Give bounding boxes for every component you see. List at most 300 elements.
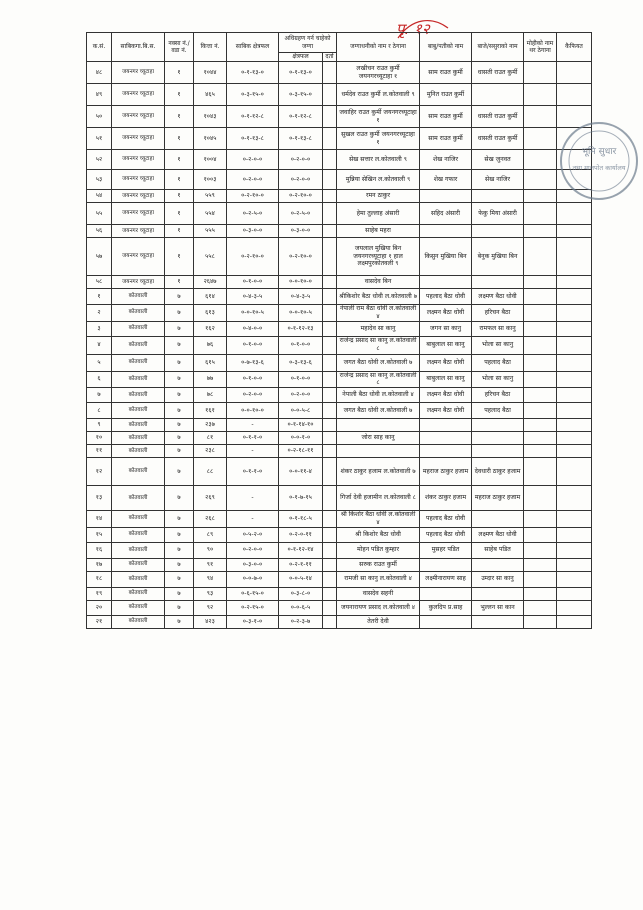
row-plot: २६८ <box>194 511 227 528</box>
row-sn: ९ <box>87 419 112 432</box>
row-tenant <box>524 354 557 371</box>
row-acquire-area: ०-२-१८-११ <box>279 445 323 458</box>
row-grandfather: धासती राउत कुर्मी <box>472 128 524 150</box>
row-acquire-area: ०-४-३-५ <box>279 289 323 305</box>
row-vdc: जयनगर च्यूटाहा <box>112 170 165 190</box>
row-sn: १७ <box>87 558 112 571</box>
row-grandfather <box>472 587 524 600</box>
row-rate <box>323 486 337 511</box>
row-rate <box>323 542 337 558</box>
row-plot: ६१३ <box>194 305 227 322</box>
row-area: ०-१-१३-० <box>227 62 279 84</box>
row-area: - <box>227 486 279 511</box>
row-remarks <box>557 403 592 419</box>
row-father: बाबुलाल सा कानु <box>420 336 472 354</box>
row-sn: १२ <box>87 458 112 486</box>
row-grandfather <box>472 276 524 289</box>
row-sn: ५८ <box>87 276 112 289</box>
table-row <box>87 321 592 336</box>
row-plot: ५५५ <box>194 225 227 238</box>
row-rate <box>323 354 337 371</box>
row-ward: ७ <box>165 558 194 571</box>
row-tenant <box>524 388 557 403</box>
row-grandfather: सेख जुनवत <box>472 150 524 170</box>
row-rate <box>323 190 337 203</box>
row-area: ०-०-७-० <box>227 571 279 587</box>
row-ward: १ <box>165 106 194 128</box>
row-owner: महादेव सा कानु <box>337 321 420 336</box>
row-father <box>420 445 472 458</box>
row-vdc: कोतवाली <box>112 600 165 615</box>
row-vdc: कोतवाली <box>112 558 165 571</box>
row-acquire-area: ०-२-०-० <box>279 388 323 403</box>
table-row <box>87 486 592 511</box>
row-plot: ५५४ <box>194 203 227 225</box>
row-vdc: कोतवाली <box>112 289 165 305</box>
row-grandfather <box>472 419 524 432</box>
row-rate <box>323 150 337 170</box>
row-grandfather: हरिचन बैठा <box>472 305 524 322</box>
table-row <box>87 225 592 238</box>
row-acquire-area: ०-१-१२-८ <box>279 106 323 128</box>
row-ward: १ <box>165 238 194 276</box>
row-tenant <box>524 203 557 225</box>
row-father <box>420 558 472 571</box>
row-ward: १ <box>165 150 194 170</box>
row-area: ०-१-०-० <box>227 276 279 289</box>
row-area: ०-६-१५-० <box>227 587 279 600</box>
row-area: ०-३-१५-० <box>227 84 279 106</box>
row-sn: ५६ <box>87 225 112 238</box>
row-grandfather: उम्दार सा कानु <box>472 571 524 587</box>
row-tenant <box>524 84 557 106</box>
table-row <box>87 587 592 600</box>
row-area: ०-१-०-० <box>227 371 279 388</box>
row-ward: १ <box>165 84 194 106</box>
row-owner <box>337 419 420 432</box>
row-vdc: जयनगर च्यूटाहा <box>112 62 165 84</box>
row-vdc: कोतवाली <box>112 354 165 371</box>
row-area: ०-४-३-५ <box>227 289 279 305</box>
row-sn: ११ <box>87 445 112 458</box>
row-remarks <box>557 600 592 615</box>
row-rate <box>323 336 337 354</box>
col-owner: जग्गाधनीको नाम र ठेगाना <box>337 33 420 62</box>
row-acquire-area: ०-०-६-५ <box>279 600 323 615</box>
annotation-text: पृ. १२ <box>396 20 430 38</box>
row-plot: १०४४ <box>194 62 227 84</box>
row-remarks <box>557 354 592 371</box>
row-ward: ७ <box>165 615 194 628</box>
col-father: बाबु/पतीको नाम <box>420 33 472 62</box>
row-father <box>420 276 472 289</box>
row-sn: १३ <box>87 486 112 511</box>
col-remarks: कैफियत <box>557 33 592 62</box>
row-grandfather: पहलाद बैठा <box>472 354 524 371</box>
row-acquire-area: ०-३-१३-६ <box>279 354 323 371</box>
table-row <box>87 403 592 419</box>
row-vdc: कोतवाली <box>112 445 165 458</box>
row-sn: ५७ <box>87 238 112 276</box>
row-tenant <box>524 305 557 322</box>
row-tenant <box>524 542 557 558</box>
row-owner: जगत बैठा धोवी ल.कोतवाली ७ <box>337 403 420 419</box>
row-vdc: कोतवाली <box>112 458 165 486</box>
row-sn: १६ <box>87 542 112 558</box>
row-plot: ७६ <box>194 336 227 354</box>
row-area: ०-२-१५-० <box>227 600 279 615</box>
table-row <box>87 128 592 150</box>
row-acquire-area: ०-१-१३-० <box>279 62 323 84</box>
row-remarks <box>557 587 592 600</box>
row-grandfather: पहलाद बैठा <box>472 403 524 419</box>
row-owner: गिर्जा देवी हजामीन ल.कोतवाली ८ <box>337 486 420 511</box>
row-vdc: कोतवाली <box>112 527 165 542</box>
row-ward: ७ <box>165 587 194 600</box>
row-father: महराज ठाकुर हजाम <box>420 458 472 486</box>
row-grandfather: महराज ठाकुर हजाम <box>472 486 524 511</box>
row-owner: वासदेव बिन <box>337 276 420 289</box>
row-rate <box>323 276 337 289</box>
row-rate <box>323 571 337 587</box>
row-tenant <box>524 615 557 628</box>
row-sn: १९ <box>87 587 112 600</box>
row-area: ०-०-१०-० <box>227 403 279 419</box>
row-owner: सेख सत्तार ल.कोतवाली ९ <box>337 150 420 170</box>
row-plot: ४२३ <box>194 615 227 628</box>
row-acquire-area: ०-१-१४-१० <box>279 419 323 432</box>
table-row <box>87 84 592 106</box>
row-remarks <box>557 571 592 587</box>
row-father: पहलाद बैठा धोवी <box>420 511 472 528</box>
row-owner: श्री किशोर बैठा धोवी <box>337 527 420 542</box>
row-plot: ७७ <box>194 371 227 388</box>
row-plot: ९३ <box>194 587 227 600</box>
row-tenant <box>524 587 557 600</box>
row-vdc: जयनगर च्यूटाहा <box>112 276 165 289</box>
row-grandfather: हरिचन बैठा <box>472 388 524 403</box>
row-remarks <box>557 62 592 84</box>
col-plot: कित्ता नं. <box>194 33 227 62</box>
row-ward: ७ <box>165 419 194 432</box>
row-rate <box>323 458 337 486</box>
row-rate <box>323 403 337 419</box>
row-sn: १० <box>87 432 112 445</box>
row-ward: ७ <box>165 458 194 486</box>
row-acquire-area: ०-०-५-८ <box>279 403 323 419</box>
table-row <box>87 558 592 571</box>
row-rate <box>323 106 337 128</box>
row-tenant <box>524 128 557 150</box>
col-tenant: मोहीको नाम थर ठेगाना <box>524 33 557 62</box>
row-remarks <box>557 445 592 458</box>
row-ward: ७ <box>165 371 194 388</box>
row-grandfather: फेकु मिया अंसारी <box>472 203 524 225</box>
row-father: सहिद अंसारी <box>420 203 472 225</box>
row-acquire-area: ०-०-१०-० <box>279 276 323 289</box>
row-grandfather: रामफल सा कानु <box>472 321 524 336</box>
row-grandfather <box>472 225 524 238</box>
row-sn: ५४ <box>87 190 112 203</box>
row-rate <box>323 203 337 225</box>
row-remarks <box>557 388 592 403</box>
row-tenant <box>524 511 557 528</box>
row-remarks <box>557 276 592 289</box>
table-row <box>87 458 592 486</box>
row-grandfather: बेनुक मुखिया बिन <box>472 238 524 276</box>
row-acquire-area: ०-१-०-० <box>279 371 323 388</box>
row-vdc: जयनगर च्यूटाहा <box>112 225 165 238</box>
row-grandfather <box>472 615 524 628</box>
row-rate <box>323 225 337 238</box>
col-encroach-area: क्षेत्रफल <box>279 53 323 62</box>
row-father: जगन सा कानु <box>420 321 472 336</box>
row-ward: ७ <box>165 600 194 615</box>
row-area: ०-४-०-० <box>227 321 279 336</box>
stamp-line2: तथा मालपोत कार्यालय <box>572 164 626 172</box>
row-sn: ४९ <box>87 84 112 106</box>
row-grandfather: साहेब पडित <box>472 542 524 558</box>
row-plot: १०४५ <box>194 128 227 150</box>
row-owner: राजेन्द्र प्रसाद सा कानु ल.कोतवाली ८ <box>337 336 420 354</box>
row-vdc: जयनगर च्यूटाहा <box>112 150 165 170</box>
row-plot: ९१ <box>194 558 227 571</box>
row-owner: सरुक राउत कुर्मी <box>337 558 420 571</box>
row-acquire-area: ०-२-५-० <box>279 203 323 225</box>
row-ward: ७ <box>165 571 194 587</box>
row-sn: १८ <box>87 571 112 587</box>
row-tenant <box>524 289 557 305</box>
row-sn: ८ <box>87 403 112 419</box>
row-rate <box>323 527 337 542</box>
row-remarks <box>557 321 592 336</box>
row-owner: जयनारायण प्रसाद ल.कोतवाली ४ <box>337 600 420 615</box>
row-plot: ९० <box>194 542 227 558</box>
row-acquire-area: ०-२-३-७ <box>279 615 323 628</box>
row-plot: २३८ <box>194 445 227 458</box>
row-owner: जगत बैठा धोवी ल.कोतवाली ७ <box>337 354 420 371</box>
row-owner: श्रीकिशोर बैठा धोवी ल.कोतवाली ७ <box>337 289 420 305</box>
row-grandfather: धासती राउत कुर्मी <box>472 106 524 128</box>
table-row <box>87 527 592 542</box>
row-tenant <box>524 62 557 84</box>
row-sn: २ <box>87 305 112 322</box>
row-sn: ३ <box>87 321 112 336</box>
row-rate <box>323 615 337 628</box>
row-vdc: जयनगर च्यूटाहा <box>112 106 165 128</box>
row-vdc: जयनगर च्यूटाहा <box>112 238 165 276</box>
row-acquire-area: ०-१-०-० <box>279 336 323 354</box>
land-register-table <box>86 32 592 629</box>
row-sn: ६ <box>87 371 112 388</box>
row-tenant <box>524 600 557 615</box>
row-area: ०-३-१-० <box>227 615 279 628</box>
row-tenant <box>524 106 557 128</box>
table-header <box>87 33 592 62</box>
row-tenant <box>524 150 557 170</box>
row-father: साम राउत कुर्मी <box>420 128 472 150</box>
row-sn: ५ <box>87 354 112 371</box>
row-ward: ७ <box>165 388 194 403</box>
row-ward: ७ <box>165 321 194 336</box>
row-remarks <box>557 238 592 276</box>
row-owner: नेपाली राम बैठा धोवी ल.कोतवाली ४ <box>337 305 420 322</box>
row-owner: मोहन पडित कुम्हार <box>337 542 420 558</box>
row-sn: ४ <box>87 336 112 354</box>
row-tenant <box>524 238 557 276</box>
row-area: ०-२-१०-० <box>227 190 279 203</box>
row-vdc: जयनगर च्यूटाहा <box>112 190 165 203</box>
row-ward: ७ <box>165 527 194 542</box>
row-acquire-area: ०-३-८-० <box>279 587 323 600</box>
row-vdc: कोतवाली <box>112 432 165 445</box>
row-acquire-area: ०-२-०-११ <box>279 527 323 542</box>
row-area: ०-१-१३-८ <box>227 128 279 150</box>
row-area: ०-१-१२-८ <box>227 106 279 128</box>
row-ward: ७ <box>165 486 194 511</box>
row-area: ०-२-०-० <box>227 170 279 190</box>
row-grandfather: भोला सा कानु <box>472 336 524 354</box>
row-father: मुनित राउत कुर्मी <box>420 84 472 106</box>
row-vdc: कोतवाली <box>112 305 165 322</box>
row-owner: हेमा तुल्लाह अंसारी <box>337 203 420 225</box>
row-area: - <box>227 511 279 528</box>
row-grandfather: भुल्लन सा कान <box>472 600 524 615</box>
table-row <box>87 170 592 190</box>
row-father: लक्ष्मन बैठा धोवी <box>420 388 472 403</box>
row-remarks <box>557 203 592 225</box>
row-father: लक्ष्मीनारायण साह <box>420 571 472 587</box>
row-rate <box>323 371 337 388</box>
row-rate <box>323 289 337 305</box>
table-row <box>87 289 592 305</box>
row-plot: २६४७ <box>194 276 227 289</box>
row-grandfather <box>472 190 524 203</box>
row-plot: ६१५ <box>194 354 227 371</box>
row-ward: ७ <box>165 542 194 558</box>
row-vdc: कोतवाली <box>112 388 165 403</box>
row-rate <box>323 128 337 150</box>
row-tenant <box>524 486 557 511</box>
row-area: ०-३-०-० <box>227 558 279 571</box>
table-row <box>87 432 592 445</box>
table-row <box>87 354 592 371</box>
row-father: साम राउत कुर्मी <box>420 62 472 84</box>
row-father: पहलाद बैठा धोवी <box>420 289 472 305</box>
row-plot: ८९ <box>194 527 227 542</box>
row-vdc: कोतवाली <box>112 486 165 511</box>
row-father <box>420 190 472 203</box>
row-rate <box>323 419 337 432</box>
row-remarks <box>557 542 592 558</box>
row-father: शंकर ठाकुर हजाम <box>420 486 472 511</box>
row-tenant <box>524 170 557 190</box>
row-father: कुलदिप प्र.साह <box>420 600 472 615</box>
row-rate <box>323 600 337 615</box>
row-acquire-area: ०-०-१०-५ <box>279 305 323 322</box>
row-sn: १ <box>87 289 112 305</box>
row-vdc: कोतवाली <box>112 571 165 587</box>
row-remarks <box>557 371 592 388</box>
row-ward: १ <box>165 276 194 289</box>
row-remarks <box>557 305 592 322</box>
table-row <box>87 445 592 458</box>
row-plot: १६१ <box>194 403 227 419</box>
col-grandfather: बाजे/ससुराको नाम <box>472 33 524 62</box>
row-grandfather <box>472 445 524 458</box>
row-father <box>420 615 472 628</box>
row-grandfather <box>472 432 524 445</box>
row-father <box>420 432 472 445</box>
row-plot: ९२ <box>194 600 227 615</box>
row-rate <box>323 388 337 403</box>
row-vdc: कोतवाली <box>112 403 165 419</box>
row-father: शेख नाजिर <box>420 150 472 170</box>
row-father <box>420 419 472 432</box>
table-row <box>87 336 592 354</box>
row-sn: ५५ <box>87 203 112 225</box>
row-plot: ८८ <box>194 458 227 486</box>
row-owner: रामजी सा कानु ल.कोतवाली ४ <box>337 571 420 587</box>
row-ward: ७ <box>165 305 194 322</box>
row-vdc: कोतवाली <box>112 371 165 388</box>
row-tenant <box>524 225 557 238</box>
row-ward: १ <box>165 62 194 84</box>
row-acquire-area: ०-१-१२-१४ <box>279 542 323 558</box>
table-row <box>87 62 592 84</box>
row-grandfather: लक्ष्मण बैठा धोवी <box>472 527 524 542</box>
row-remarks <box>557 225 592 238</box>
row-area: - <box>227 419 279 432</box>
col-encroach-rate: दर्ता <box>323 53 337 62</box>
stamp-line1: भूमि सुधार <box>581 147 617 157</box>
row-ward: १ <box>165 190 194 203</box>
row-plot: ४६५ <box>194 84 227 106</box>
row-acquire-area: ०-२-०-० <box>279 170 323 190</box>
row-tenant <box>524 336 557 354</box>
row-tenant <box>524 432 557 445</box>
row-sn: ५१ <box>87 128 112 150</box>
table-row <box>87 190 592 203</box>
row-plot: १६२ <box>194 321 227 336</box>
row-acquire-area: ०-०-५-१४ <box>279 571 323 587</box>
table-row <box>87 305 592 322</box>
row-area: ०-१-१-० <box>227 458 279 486</box>
row-tenant <box>524 558 557 571</box>
row-remarks <box>557 527 592 542</box>
col-map-sheet: नक्सा नं./ वडा नं. <box>165 33 194 62</box>
row-owner: जवाहिर राउत कुर्मी जयनगरच्यूटाहा १ <box>337 106 420 128</box>
row-vdc: जयनगर च्यूटाहा <box>112 128 165 150</box>
row-vdc: कोतवाली <box>112 511 165 528</box>
row-area: ०-२-०-० <box>227 542 279 558</box>
row-area: ०-७-१३-६ <box>227 354 279 371</box>
row-owner: शंकर ठाकुर हजाम ल.कोतवाली ७ <box>337 458 420 486</box>
row-remarks <box>557 432 592 445</box>
row-vdc: कोतवाली <box>112 419 165 432</box>
row-plot: ६१४ <box>194 289 227 305</box>
row-owner: रमन ठाकुर <box>337 190 420 203</box>
row-acquire-area: ०-१-७-१५ <box>279 486 323 511</box>
row-remarks <box>557 336 592 354</box>
row-owner: जयलाल मुखिया बिन जयनगरच्यूटाहा १ हाल लक्ष्मपुरकोतवली ९ <box>337 238 420 276</box>
row-father: साम राउत कुर्मी <box>420 106 472 128</box>
row-ward: ७ <box>165 289 194 305</box>
row-acquire-area: ०-१-१३-८ <box>279 128 323 150</box>
row-father: किसुन मुखिया बिन <box>420 238 472 276</box>
row-acquire-area: ०-२-०-० <box>279 150 323 170</box>
row-plot: १०४३ <box>194 106 227 128</box>
